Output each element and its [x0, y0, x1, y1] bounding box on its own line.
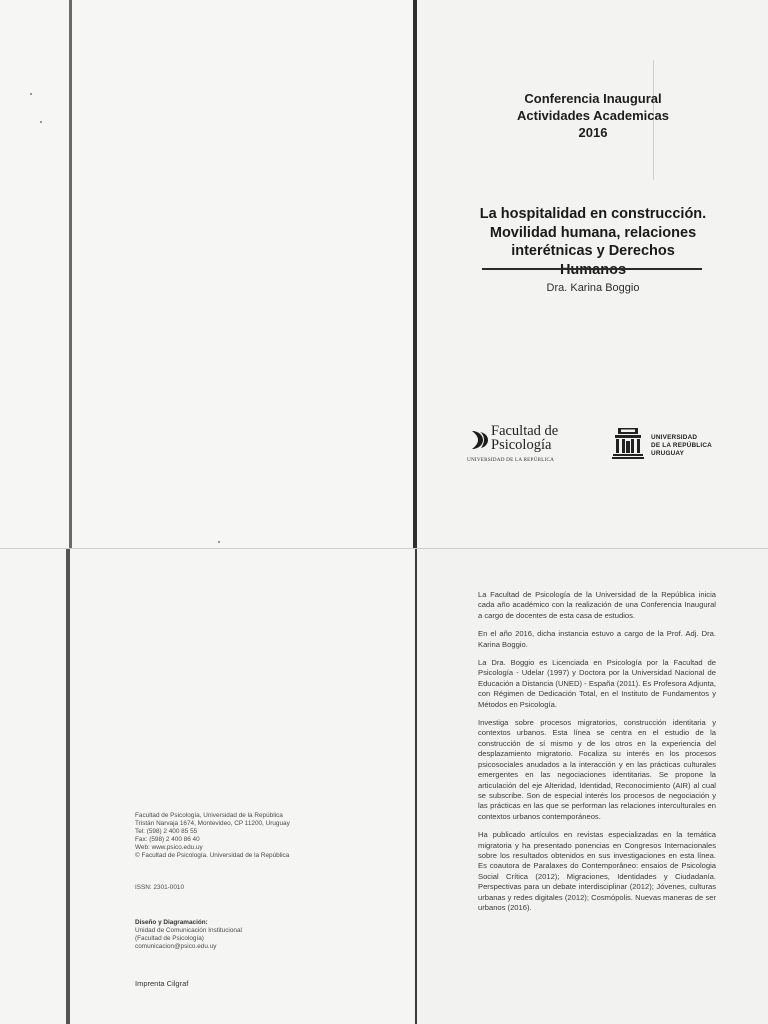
- udelar-text: [651, 434, 712, 458]
- paragraph: Ha publicado artículos en revistas especializadas en la temática migratoria y ha presentado ponencias en Congresos Internacionales sobre los resultados obtenidos en sus investigaciones en esta línea. Es coautora de Paralaxes do Contemporâneo: ensaios de Psicologia Social Crítica (2012); Migraciones, Identidades y Ciudadanía. Perspectivas para un debate interdisciplinar (2012); Jóvenes, culturas urbanas y redes digitales (2012); Cosmópolis. Nuevas maneras de ser urbanos (2016).: [478, 830, 716, 912]
- imprint-line: © Facultad de Psicología. Universidad de la República: [135, 852, 290, 859]
- facultad-psicologia-logo: [467, 424, 577, 464]
- facultad-name: [491, 424, 558, 452]
- imprint-block: [135, 812, 325, 860]
- paragraph: La Dra. Boggio es Licenciada en Psicología por la Facultad de Psicología - Udelar (1997) y Doctora por la Universidad Nacional de Educación a Distancia (UNED) - España (2011). Es Profesora Adjunta, con Régimen de Dedicación Total, en el Instituto de Fundamentos y Métodos en Psicología.: [478, 658, 716, 709]
- psicologia-emblem-icon: [469, 429, 489, 451]
- imprint-line: Fax: (598) 2 400 86 40: [135, 836, 200, 843]
- udelar-line2: DE LA REPÚBLICA: [651, 442, 712, 449]
- scan-speck: [30, 93, 32, 95]
- imprint-line: Tristán Narvaja 1674, Montevideo, CP 11200, Uruguay: [135, 820, 290, 827]
- cover-header: [478, 90, 708, 141]
- design-line: (Facultad de Psicología): [135, 935, 204, 942]
- design-credits: [135, 919, 242, 951]
- imprint-page: [0, 548, 414, 1024]
- facultad-subtitle: UNIVERSIDAD DE LA REPÚBLICA: [467, 457, 555, 463]
- issn: ISSN: 2301-0010: [135, 884, 185, 891]
- title-line-2: Movilidad humana, relaciones: [489, 224, 697, 241]
- header-line-2: Actividades Academicas: [517, 108, 669, 123]
- scan-speck: [40, 121, 42, 123]
- cover-author: Dra. Karina Boggio: [546, 282, 640, 294]
- page-fold-line: [0, 548, 768, 549]
- imprint-line: Facultad de Psicología, Universidad de la República: [135, 812, 283, 819]
- design-line: comunicacion@psico.edu.uy: [135, 943, 217, 950]
- title-line-1: La hospitalidad en construcción.: [479, 206, 707, 222]
- design-heading: Diseño y Diagramación:: [135, 919, 208, 926]
- binding-line-top: [413, 0, 417, 548]
- imprint-line: Web: www.psico.edu.uy: [135, 844, 203, 851]
- facultad-name-line2: Psicología: [491, 437, 552, 453]
- binding-line-bottom: [415, 548, 417, 1024]
- udelar-line3: URUGUAY: [651, 450, 685, 457]
- blank-page-top-left: [0, 0, 414, 548]
- spine-shadow-top: [69, 0, 72, 548]
- design-line: Unidad de Comunicación Institucional: [135, 927, 242, 934]
- title-line-3: interétnicas y Derechos: [511, 243, 675, 259]
- title-rule: [482, 268, 702, 270]
- facultad-name-line1: Facultad de: [491, 423, 559, 439]
- imprint-line: Tel: (598) 2 400 85 55: [135, 828, 198, 835]
- spine-shadow-bottom: [66, 548, 70, 1024]
- udelar-building-icon: [612, 426, 644, 460]
- printer-credit: Imprenta Cilgraf: [135, 979, 189, 988]
- scan-speck: [218, 541, 220, 543]
- paragraph: La Facultad de Psicología de la Universidad de la República inicia cada año académico con la realización de una Conferencia Inaugural a cargo de docentes de esta casa de estudios.: [478, 590, 716, 620]
- back-cover-text: [478, 590, 716, 921]
- header-line-1: Conferencia Inaugural: [524, 91, 662, 106]
- udelar-logo: [612, 426, 722, 466]
- udelar-line1: UNIVERSIDAD: [651, 434, 698, 441]
- header-year: 2016: [578, 125, 608, 140]
- paragraph: Investiga sobre procesos migratorios, construcción identitaria y contextos urbanos. Esta línea se centra en el estudio de la construcción de sí mismo y de los otros en la experiencia del desplazamiento migratorio. Focaliza su interés en los procesos psicosociales anudados a la interacción y en las prácticas culturales emergentes en las negociaciones identitarias. Se propone la articulación del eje Alteridad, Identidad, Reconocimiento (AIR) al cual se subscribe. Son de especial interés los procesos de negociación y las prácticas en las que se performan las relaciones interculturales en contextos urbanos contemporáneos.: [478, 718, 716, 821]
- paragraph: En el año 2016, dicha instancia estuvo a cargo de la Prof. Adj. Dra. Karina Boggio.: [478, 629, 716, 649]
